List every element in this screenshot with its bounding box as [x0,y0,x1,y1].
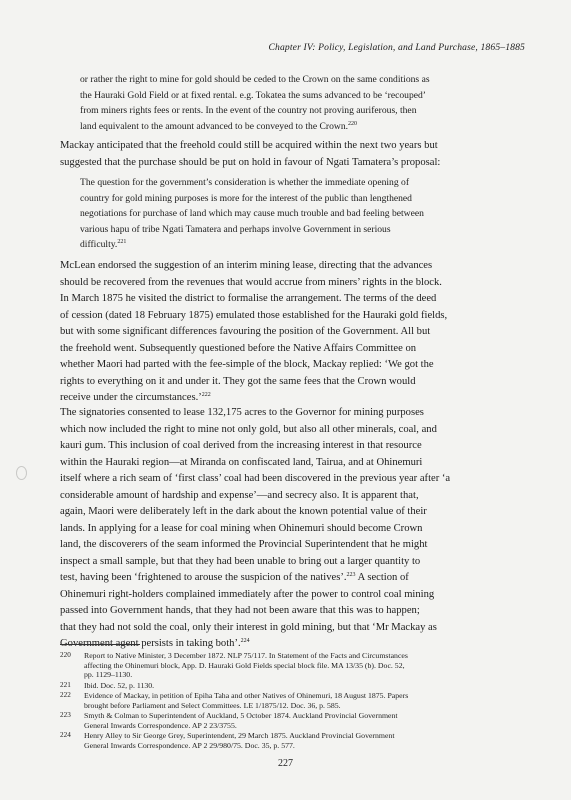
footnote-number: 221 [60,681,71,689]
text-line: which now included the right to mine not only gold, but also all other minerals, coal, and [60,423,437,435]
text-line: Ohinemuri right-holders complained immediately after the power to control coal mining [60,588,435,600]
block-quote-1 [80,72,507,134]
text-line: Report to Native Minister, 3 December 1872. NLP 75/117. In Statement of the Facts and Circumstances [84,651,408,660]
text-line: General Inwards Correspondence. AP 2 23/3755. [84,720,237,730]
text-line: considerable amount of hardship and expense’—and secrecy also. It is apparent that, [60,489,419,501]
footnote-ref-223[interactable]: 223 [346,572,356,578]
text-line: passed into Government hands, that they had not been aware that this was to happen; [60,605,420,616]
text-line: lands. In applying for a lease for coal mining when Ohinemuri should become Crown [60,522,423,534]
paragraph-3 [60,405,512,653]
footnote-224 [60,731,512,750]
text-line: of cession (dated 18 February 1875) emulated those established for the Hauraki gold fields, [60,309,448,321]
text-line: pp. 1129–1130. [84,670,133,680]
text-line: kauri gum. This inclusion of coal derived from the increasing interest in that resource [60,440,422,451]
paragraph-2 [60,258,512,407]
footnote-number: 223 [60,711,71,719]
text-line: inspect a small sample, but that they had been unable to bring out a larger quantity to [60,555,421,567]
text-line: within the Hauraki region—at Miranda on confiscated land, Tairua, and at Ohinemuri [60,456,423,468]
text-line: from miners rights fees or rents. In the event of the country not proving auriferous, then [80,105,417,117]
running-header: Chapter IV: Policy, Legislation, and Land Purchase, 1865–1885 [268,42,525,53]
text-line-tail: A section of [357,572,409,583]
footnote-ref-221[interactable]: 221 [117,239,127,246]
text-line: receive under the circumstances.’ [60,392,202,403]
text-line: land equivalent to the amount advanced to be conveyed to the Crown. [80,120,349,132]
paragraph-1 [60,138,512,171]
footnote-separator [60,644,140,645]
text-line: In March 1875 he visited the district to formalise the arrangement. The terms of the deed [60,293,437,304]
text-line: again, Maori were deliberately left in the dark about the known potential value of their [60,506,427,517]
footnote-221 [60,681,512,691]
text-line: whether Maori had parted with the fee-simple of the block, Mackay replied: ‘We got the [60,359,434,370]
footnote-ref-224[interactable]: 224 [240,638,250,644]
footnote-number: 220 [60,651,71,659]
text-line: that they had not sold the coal, only their interest in gold mining, but that ‘Mr Mackay as [60,621,437,633]
text-line: difficulty. [80,239,118,251]
text-line: itself where a rich seam of ‘first class’ coal had been discovered in the previous year after ‘a [60,473,451,484]
text-line: Evidence of Mackay, in petition of Epiha Taha and other Natives of Ohinemuri, 18 August 1875. Papers [84,691,409,700]
binding-hole-mark [16,466,27,480]
text-line: rights to everything on it and under it. They got the same fees that the Crown would [60,375,416,387]
text-line: the Hauraki Gold Field or at fixed rental. e.g. Tokatea the sums advanced to be ‘recouped’ [80,89,427,101]
block-quote-2 [80,175,507,253]
text-line: brought before Parliament and Select Committees. LE 1/1875/12. Doc. 36, p. 585. [84,700,341,710]
text-line: country for gold mining purposes is more for the interest of the public than lengthened [80,192,412,204]
text-line: but with some significant differences favouring the position of the Government. All but [60,326,431,337]
footnote-number: 224 [60,731,71,739]
text-line: Government agent persists in taking both’. [60,638,241,649]
text-line: negotiations for purchase of land which may cause much trouble and bad feeling between [80,208,424,220]
text-line: Henry Alley to Sir George Grey, Superintendent, 29 March 1875. Auckland Provincial Government [84,731,395,740]
text-line: suggested that the purchase should be put on hold in favour of Ngati Tamatera’s proposal: [60,156,441,168]
text-line: The question for the government’s consideration is whether the immediate opening of [80,177,410,188]
footnote-220 [60,651,512,680]
text-line: land, the discoverers of the seam informed the Provincial Superintendent that he might [60,539,428,550]
text-line: McLean endorsed the suggestion of an interim mining lease, directing that the advances [60,260,433,271]
footnote-ref-222[interactable]: 222 [201,392,211,398]
text-line: Ibid. Doc. 52, p. 1130. [84,681,155,690]
text-line: various hapu of tribe Ngati Tamatera and perhaps involve Government in serious [80,223,391,235]
footnote-ref-220[interactable]: 220 [348,120,358,127]
page-number: 227 [278,758,293,769]
text-line: the freehold went. Subsequently questioned before the Native Affairs Committee on [60,342,417,354]
text-line: or rather the right to mine for gold should be ceded to the Crown on the same conditions as [80,74,430,85]
footnote-222 [60,691,512,710]
footnote-number: 222 [60,691,71,699]
text-line: test, having been ‘frightened to arouse the suspicion of the natives’. [60,572,347,583]
text-line: The signatories consented to lease 132,175 acres to the Governor for mining purposes [60,407,424,418]
footnote-223 [60,711,512,730]
text-line: Smyth & Colman to Superintendent of Auckland, 5 October 1874. Auckland Provincial Government [84,711,398,720]
text-line: affecting the Ohinemuri block, App. D. Hauraki Gold Fields special block file. MA 13/35 (b). Doc. 52, [84,660,405,670]
text-line: Mackay anticipated that the freehold could still be acquired within the next two years but [60,140,438,151]
text-line: General Inwards Correspondence. AP 2 29/980/75. Doc. 35, p. 577. [84,740,295,750]
text-line: should be recovered from the revenues that would accrue from miners’ rights in the block. [60,276,442,288]
